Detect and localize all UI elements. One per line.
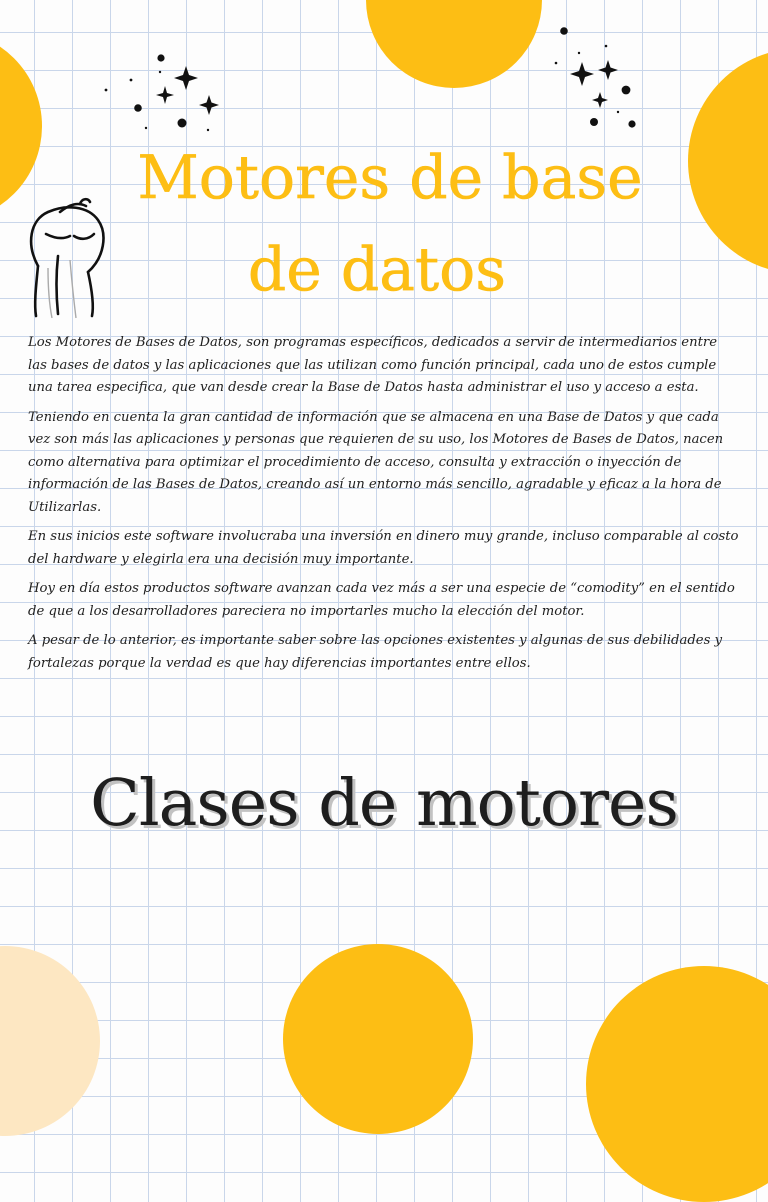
page-title-line-2: de datos [247, 235, 507, 305]
sparkles-left-icon [96, 50, 226, 142]
sparkles-right-icon [548, 20, 648, 130]
page-title-line-1: Motores de base [137, 143, 643, 213]
decorative-circle-bottom [283, 944, 473, 1134]
body-text [28, 332, 740, 682]
paragraph-history: En sus inicios este software involucraba una inversión en dinero muy grande, incluso comparable al costo del hardware y elegirla era una decisión muy importante. [28, 529, 739, 567]
section-heading: Clases de motores [90, 766, 678, 841]
paragraph-intro: Los Motores de Bases de Datos, son programas específicos, dedicados a servir de intermediarios entre las bases de datos y las aplicaciones que las utilizan como función principal, cada uno de estos cumple una tarea especifica, que van desde crear la Base de Datos hasta administrar el uso y acceso a esta. [28, 335, 718, 395]
page-title [0, 132, 768, 316]
decorative-circle-top [366, 0, 542, 88]
decorative-circle-bottom-left [0, 946, 100, 1136]
decorative-circle-bottom-right [586, 966, 768, 1202]
paragraph-purpose: Teniendo en cuenta la gran cantidad de información que se almacena en una Base de Datos y que cada vez son más las aplicaciones y personas que requieren de su uso, los Motores de Bases de Datos, nacen como alternativa para optimizar el procedimiento de acceso, consulta y extracción o inyección de información de las Bases de Datos, creando así un entorno más sencillo, agradable y eficaz a la hora de Utilizarlas. [28, 409, 724, 515]
paragraph-commodity: Hoy en día estos productos software avanzan cada vez más a ser una especie de “comodity” en el sentido de que a los desarrolladores pareciera no importarles mucho la elección del motor. [28, 581, 735, 619]
paragraph-conclusion: A pesar de lo anterior, es importante saber sobre las opciones existentes y algunas de sus debilidades y fortalezas porque la verdad es que hay diferencias importantes entre ellos. [28, 633, 723, 671]
